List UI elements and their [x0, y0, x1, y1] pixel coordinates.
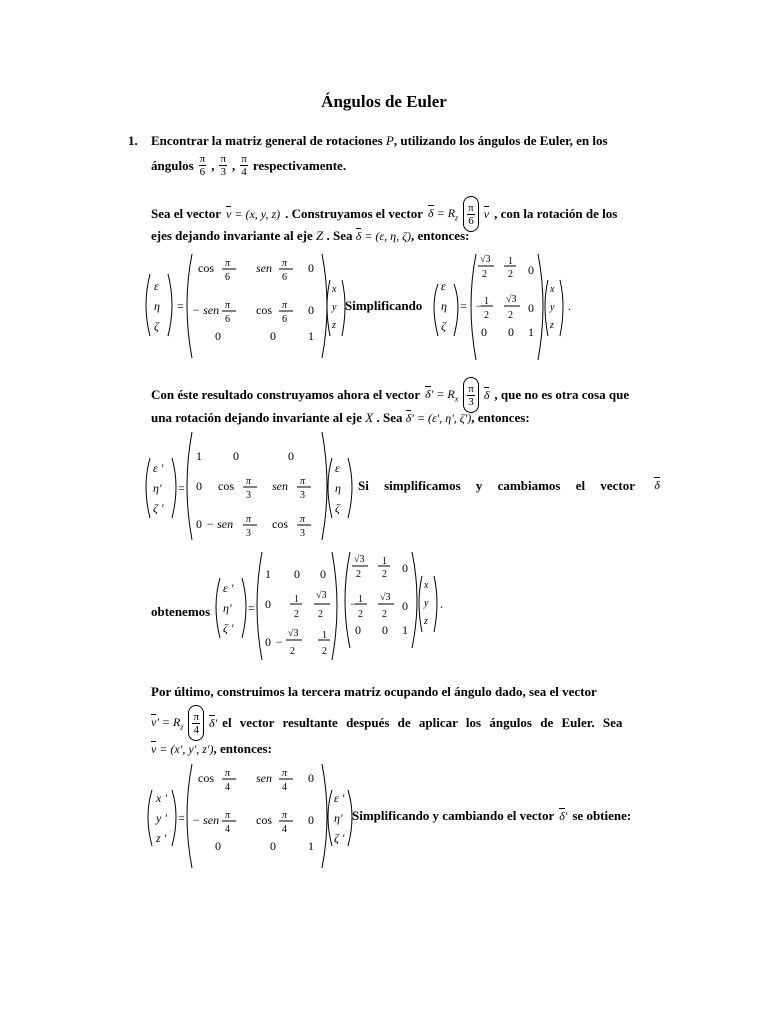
- svg-text:ε ': ε ': [334, 791, 345, 805]
- svg-text:z: z: [332, 320, 336, 331]
- angle-fraction: $\frac{\pi}{3}$: [220, 153, 227, 178]
- svg-text:cos: cos: [272, 517, 288, 531]
- svg-text:1: 1: [308, 329, 314, 343]
- svg-text:.: .: [440, 597, 443, 611]
- svg-text:=: =: [248, 601, 255, 615]
- simplify-label-4: Simplificando y cambiando el vector δ' se obtiene:: [352, 808, 632, 823]
- svg-text:− sen: − sen: [192, 813, 220, 827]
- svg-text:3: 3: [300, 528, 305, 539]
- svg-text:2: 2: [358, 609, 363, 620]
- svg-text:π: π: [225, 768, 231, 779]
- svg-text:2: 2: [382, 569, 387, 580]
- svg-text:1: 1: [484, 296, 489, 307]
- svg-text:6: 6: [225, 314, 230, 325]
- svg-text:π: π: [300, 476, 306, 487]
- svg-text:2: 2: [508, 269, 513, 280]
- svg-text:π: π: [225, 300, 231, 311]
- svg-text:π: π: [246, 476, 252, 487]
- svg-text:ζ ': ζ ': [153, 501, 164, 515]
- paragraph-3-line2: una rotación dejando invariante al eje X . Sea δ' = (ε', η', ζ'), entonces:: [151, 410, 530, 425]
- svg-text:z ': z ': [156, 831, 167, 845]
- svg-text:6: 6: [225, 272, 230, 283]
- svg-text:0: 0: [481, 325, 487, 339]
- svg-text:=: =: [178, 481, 185, 495]
- item-number: 1.: [128, 133, 138, 148]
- svg-text:cos: cos: [218, 479, 234, 493]
- svg-text:√3: √3: [380, 592, 391, 603]
- svg-text:1: 1: [265, 567, 271, 581]
- svg-text:2: 2: [356, 569, 361, 580]
- svg-text:η': η': [223, 601, 232, 615]
- svg-text:2: 2: [294, 609, 299, 620]
- svg-text:cos: cos: [256, 303, 272, 317]
- svg-text:.: .: [568, 299, 571, 313]
- svg-text:2: 2: [484, 310, 489, 321]
- svg-text:3: 3: [300, 490, 305, 501]
- svg-text:0: 0: [308, 771, 314, 785]
- svg-text:sen: sen: [272, 479, 288, 493]
- svg-text:0: 0: [528, 301, 534, 315]
- angle-fraction: $\frac{\pi}{6}$: [199, 153, 206, 178]
- svg-text:π: π: [300, 514, 306, 525]
- svg-text:6: 6: [282, 314, 287, 325]
- svg-text:0: 0: [270, 329, 276, 343]
- obtain-label: obtenemos: [151, 604, 211, 619]
- svg-text:cos: cos: [198, 771, 214, 785]
- svg-text:x ': x ': [156, 791, 167, 805]
- svg-text:0: 0: [265, 597, 271, 611]
- svg-text:η: η: [335, 481, 341, 495]
- svg-text:π: π: [246, 514, 252, 525]
- problem-statement-line2: ángulos $\frac{\pi}{6}$ , $\frac{\pi}{3}$ , $\frac{\pi}{4}$ respectivamente.: [151, 153, 347, 178]
- svg-text:1: 1: [402, 623, 408, 637]
- matrix-equation-3: [210, 550, 470, 662]
- svg-text:0: 0: [355, 623, 361, 637]
- svg-text:1: 1: [196, 449, 202, 463]
- svg-text:ε ': ε ': [223, 581, 234, 595]
- page-title: Ángulos de Euler: [321, 92, 447, 111]
- svg-text:− sen: − sen: [206, 517, 234, 531]
- svg-text:√3: √3: [506, 294, 517, 305]
- svg-text:y ': y ': [156, 811, 167, 825]
- svg-text:4: 4: [282, 824, 287, 835]
- paragraph-3-line1: Con éste resultado construyamos ahora el vector $\delta' = R_x$ $\frac{\pi}{3}$ δ , que no es otra cosa que: [151, 377, 629, 413]
- svg-text:z: z: [550, 320, 554, 331]
- paragraph-4-line1: Por último, construimos la tercera matriz ocupando el ángulo dado, sea el vector: [151, 684, 597, 699]
- svg-text:−: −: [476, 299, 483, 313]
- svg-text:1: 1: [322, 630, 327, 641]
- svg-text:cos: cos: [256, 813, 272, 827]
- svg-text:4: 4: [225, 782, 230, 793]
- svg-text:2: 2: [318, 609, 323, 620]
- svg-text:sen: sen: [256, 771, 272, 785]
- svg-text:6: 6: [282, 272, 287, 283]
- svg-text:√3: √3: [316, 590, 327, 601]
- svg-text:√3: √3: [480, 254, 491, 265]
- svg-text:0: 0: [320, 567, 326, 581]
- svg-text:y: y: [550, 302, 555, 313]
- svg-text:0: 0: [308, 813, 314, 827]
- svg-text:1: 1: [382, 556, 387, 567]
- svg-text:=: =: [460, 299, 467, 313]
- svg-text:y: y: [424, 598, 429, 609]
- svg-text:=: =: [178, 811, 185, 825]
- svg-text:− sen: − sen: [192, 303, 220, 317]
- svg-text:−: −: [350, 597, 357, 611]
- svg-text:ζ: ζ: [441, 319, 446, 333]
- svg-text:1: 1: [528, 325, 534, 339]
- simplify-label-2: Si simplificamos y cambiamos el vector δ: [358, 478, 660, 493]
- svg-text:π: π: [282, 768, 288, 779]
- svg-text:η: η: [154, 299, 160, 313]
- svg-text:0: 0: [196, 517, 202, 531]
- svg-text:√3: √3: [288, 628, 299, 639]
- svg-text:0: 0: [508, 325, 514, 339]
- svg-text:ε: ε: [154, 279, 159, 293]
- svg-text:0: 0: [196, 479, 202, 493]
- svg-text:−: −: [276, 635, 283, 649]
- svg-text:z: z: [424, 616, 428, 627]
- svg-text:0: 0: [215, 329, 221, 343]
- matrix-equation-4: [140, 760, 360, 872]
- svg-text:x: x: [424, 580, 429, 591]
- svg-text:0: 0: [215, 839, 221, 853]
- svg-text:η: η: [441, 299, 447, 313]
- svg-text:x: x: [332, 284, 337, 295]
- svg-text:π: π: [282, 810, 288, 821]
- svg-text:π: π: [225, 258, 231, 269]
- problem-statement-line1: Encontrar la matriz general de rotaciones P, utilizando los ángulos de Euler, en los: [151, 133, 608, 148]
- svg-text:0: 0: [233, 449, 239, 463]
- paragraph-2-line2: ejes dejando invariante al eje Z . Sea δ = (ε, η, ζ), entonces:: [151, 228, 470, 243]
- svg-text:η': η': [334, 811, 343, 825]
- svg-text:ε: ε: [441, 279, 446, 293]
- svg-text:2: 2: [290, 646, 295, 657]
- svg-text:y: y: [332, 302, 337, 313]
- svg-text:cos: cos: [198, 261, 214, 275]
- svg-text:π: π: [282, 300, 288, 311]
- svg-text:ζ: ζ: [154, 319, 159, 333]
- svg-text:2: 2: [482, 269, 487, 280]
- svg-text:1: 1: [294, 594, 299, 605]
- svg-text:ζ: ζ: [335, 501, 340, 515]
- svg-text:x: x: [550, 284, 555, 295]
- svg-text:0: 0: [265, 635, 271, 649]
- svg-text:2: 2: [322, 646, 327, 657]
- svg-text:4: 4: [282, 782, 287, 793]
- svg-text:0: 0: [270, 839, 276, 853]
- svg-text:π: π: [282, 258, 288, 269]
- svg-text:1: 1: [308, 839, 314, 853]
- svg-text:4: 4: [225, 824, 230, 835]
- svg-text:0: 0: [308, 303, 314, 317]
- svg-text:0: 0: [308, 261, 314, 275]
- paragraph-2-line1: Sea el vector v = (x, y, z) . Construyamos el vector $\delta = R_z$ $\frac{\pi}{6}$ v , con la rotación de los: [151, 196, 617, 232]
- svg-text:0: 0: [288, 449, 294, 463]
- svg-text:ε: ε: [335, 461, 340, 475]
- svg-text:2: 2: [382, 609, 387, 620]
- svg-text:0: 0: [294, 567, 300, 581]
- svg-text:1: 1: [508, 256, 513, 267]
- svg-text:3: 3: [246, 490, 251, 501]
- matrix-equation-2: [140, 430, 380, 542]
- svg-text:sen: sen: [256, 261, 272, 275]
- svg-text:ζ ': ζ ': [334, 831, 345, 845]
- svg-text:0: 0: [382, 623, 388, 637]
- svg-text:0: 0: [402, 561, 408, 575]
- svg-text:2: 2: [508, 310, 513, 321]
- svg-text:ε ': ε ': [153, 461, 164, 475]
- svg-text:3: 3: [246, 528, 251, 539]
- svg-text:0: 0: [528, 263, 534, 277]
- paragraph-4-line2: $v' = R_z$ $\frac{\pi}{4}$ δ' el vector resultante después de aplicar los ángulos de Euler. Sea: [151, 705, 661, 741]
- svg-text:π: π: [225, 810, 231, 821]
- svg-text:η': η': [153, 481, 162, 495]
- svg-text:0: 0: [402, 599, 408, 613]
- svg-text:ζ ': ζ ': [223, 621, 234, 635]
- svg-text:1: 1: [358, 594, 363, 605]
- svg-text:=: =: [177, 299, 184, 313]
- angle-fraction: $\frac{\pi}{4}$: [241, 153, 247, 178]
- paragraph-4-line3: v = (x', y', z'), entonces:: [151, 741, 272, 756]
- svg-text:√3: √3: [354, 554, 365, 565]
- simplify-label-1: Simplificando: [345, 298, 423, 313]
